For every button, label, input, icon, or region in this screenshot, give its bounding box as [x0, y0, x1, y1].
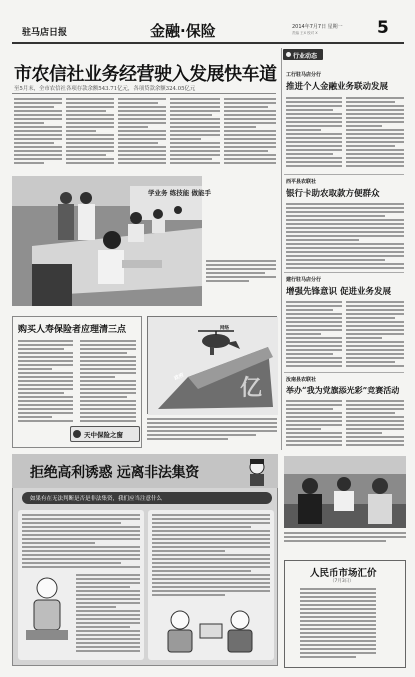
lead-column-1	[14, 98, 62, 170]
insurance-title: 购买人寿保险者应理清三点	[18, 325, 127, 335]
training-banner: 学业务 练技能 做能手	[148, 189, 212, 197]
sidebar-item-1-column-1	[286, 97, 342, 171]
cartoon-image	[148, 317, 278, 415]
sidebar-item-4-column-2	[346, 400, 404, 448]
insurance-tag: 天中保险之窗	[84, 431, 123, 439]
sidebar-item-2-body	[286, 203, 404, 271]
cartoon-box	[147, 316, 277, 414]
lead-column-4	[170, 98, 220, 170]
sidebar-item-rule	[284, 372, 404, 373]
photo1-caption	[206, 260, 276, 300]
sidebar-item-headline: 增强先锋意识 促进业务发展	[286, 287, 391, 297]
ad-subbar-text: 如果有在无法判断是否是非法集资，我们应当注意什么	[30, 496, 163, 502]
lead-column-3	[118, 98, 166, 170]
cartoon-caption	[147, 418, 277, 448]
lead-rule	[12, 93, 276, 94]
exchange-rate-title: 人民币市场汇价	[310, 568, 377, 579]
lead-column-2	[66, 98, 114, 170]
bank-counter-photo	[284, 456, 406, 528]
bank-counter-photo-image	[284, 456, 406, 528]
exchange-rate-date: （7月3日）	[330, 579, 354, 584]
sidebar-item-rule	[284, 272, 404, 273]
lead-headline: 市农信社业务经营驶入发展快车道	[14, 64, 277, 85]
date-line: 2014年7月7日 星期一	[292, 24, 343, 30]
ad-left-text-2	[76, 574, 140, 654]
sidebar-section-label: 行业动态	[293, 53, 318, 60]
sidebar-item-headline: 举办“我为党旗添光彩”竞赛活动	[286, 385, 400, 395]
ad-headline: 拒绝高利诱惑 远离非法集资	[30, 465, 199, 481]
insurance-column-1	[18, 340, 73, 426]
insurance-column-2	[80, 340, 136, 426]
sidebar-label-icon	[286, 52, 291, 57]
police-figure-icon	[242, 457, 272, 487]
sidebar-divider	[281, 48, 282, 450]
sidebar-item-1-column-2	[346, 97, 404, 171]
sidebar-item-org: 汝南县农联社	[286, 377, 317, 383]
section-title: 金融·保险	[150, 22, 216, 40]
sidebar-item-headline: 推进个人金融业务联动发展	[286, 82, 389, 92]
lead-subhead: 至5月末，全市农信社各项存款余额543.71亿元，各项贷款余额324.05亿元	[14, 86, 196, 92]
ad-cartoon-left	[22, 574, 72, 642]
lead-column-5	[224, 98, 276, 170]
ad-right-text	[152, 514, 270, 600]
insurance-tag-icon	[73, 430, 81, 438]
page-number: 5	[377, 18, 389, 38]
sidebar-item-3-column-1	[286, 301, 342, 371]
editor-line: 责编 王X 校对 X	[292, 31, 318, 35]
sidebar-item-org: 建行驻马店分行	[286, 277, 322, 283]
masthead-rule	[12, 42, 404, 44]
exchange-rate-list	[300, 588, 390, 662]
ad-cartoon-right	[160, 604, 264, 656]
cartoon-label: 网络	[220, 326, 229, 331]
photo2-caption	[284, 532, 406, 550]
svg-text:亿: 亿	[240, 375, 263, 401]
training-photo	[12, 176, 212, 306]
paper-name: 驻马店日报	[22, 28, 68, 38]
ad-left-text	[22, 514, 140, 570]
sidebar-item-rule	[284, 174, 404, 175]
sidebar-item-headline: 银行卡助农取款方便群众	[286, 189, 380, 199]
sidebar-item-3-column-2	[346, 301, 404, 371]
cartoon-brand: 政府	[173, 372, 186, 382]
sidebar-item-org: 工行驻马店分行	[286, 72, 322, 78]
sidebar-item-org: 西平县农联社	[286, 179, 317, 185]
sidebar-item-4-column-1	[286, 400, 342, 448]
